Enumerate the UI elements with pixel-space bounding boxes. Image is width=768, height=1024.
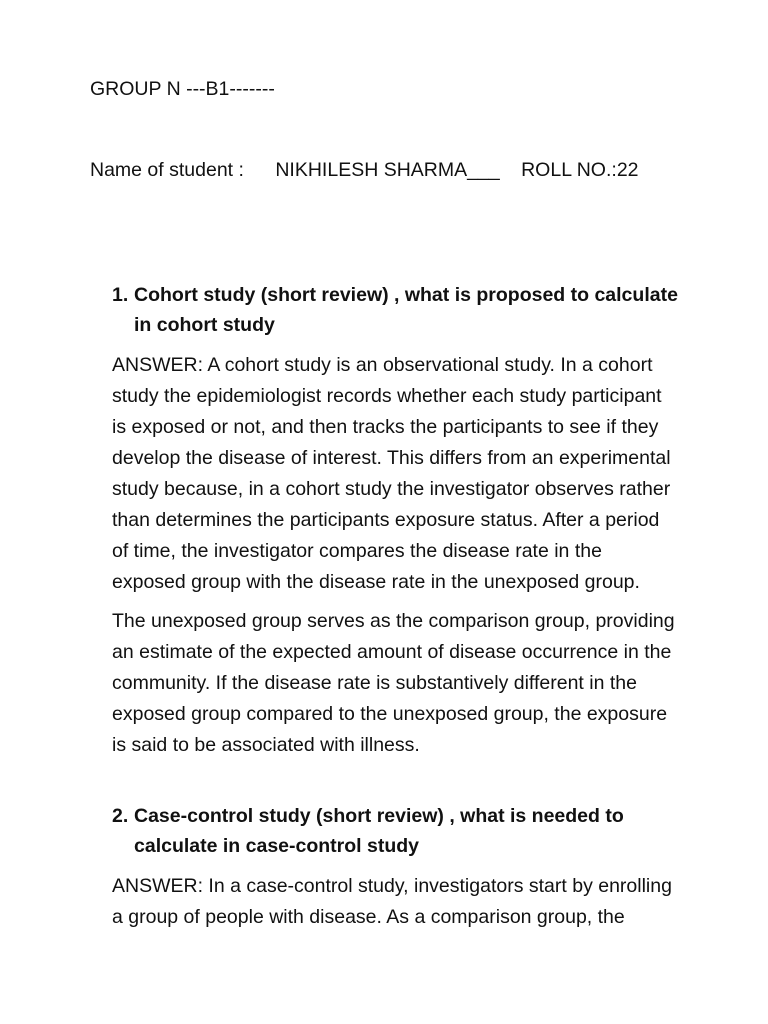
answer-line: ANSWER: A cohort study is an observational study. In a cohort bbox=[112, 354, 653, 376]
answer-2-paragraph-1 bbox=[112, 871, 672, 933]
question-line: in cohort study bbox=[134, 314, 275, 336]
question-number: 2. bbox=[112, 805, 129, 827]
question-number: 1. bbox=[112, 284, 129, 306]
answer-line: develop the disease of interest. This differs from an experimental bbox=[112, 447, 671, 469]
name-label: Name of student : bbox=[90, 159, 244, 181]
answer-line: The unexposed group serves as the comparison group, providing bbox=[112, 610, 675, 632]
student-info-line bbox=[90, 155, 639, 186]
answer-line: exposed group with the disease rate in the unexposed group. bbox=[112, 571, 640, 593]
question-2 bbox=[112, 801, 624, 861]
question-line: Cohort study (short review) , what is proposed to calculate bbox=[134, 284, 678, 306]
answer-1-paragraph-2 bbox=[112, 606, 675, 761]
student-name: NIKHILESH SHARMA___ bbox=[275, 159, 500, 181]
answer-line: study because, in a cohort study the investigator observes rather bbox=[112, 478, 671, 500]
answer-1-paragraph-1 bbox=[112, 350, 671, 598]
answer-line: than determines the participants exposure status. After a period bbox=[112, 509, 660, 531]
answer-line: an estimate of the expected amount of disease occurrence in the bbox=[112, 641, 672, 663]
answer-line: is exposed or not, and then tracks the participants to see if they bbox=[112, 416, 659, 438]
answer-line: is said to be associated with illness. bbox=[112, 734, 420, 756]
answer-line: study the epidemiologist records whether each study participant bbox=[112, 385, 662, 407]
question-line: calculate in case-control study bbox=[134, 835, 420, 857]
roll-number: ROLL NO.:22 bbox=[521, 159, 639, 181]
answer-line: a group of people with disease. As a comparison group, the bbox=[112, 906, 625, 928]
question-line: Case-control study (short review) , what is needed to bbox=[134, 805, 624, 827]
answer-line: exposed group compared to the unexposed group, the exposure bbox=[112, 703, 668, 725]
answer-line: of time, the investigator compares the disease rate in the bbox=[112, 540, 602, 562]
answer-line: ANSWER: In a case-control study, investigators start by enrolling bbox=[112, 875, 672, 897]
group-label: GROUP N ---B1------- bbox=[90, 78, 275, 100]
answer-line: community. If the disease rate is substantively different in the bbox=[112, 672, 637, 694]
question-1 bbox=[112, 280, 678, 340]
